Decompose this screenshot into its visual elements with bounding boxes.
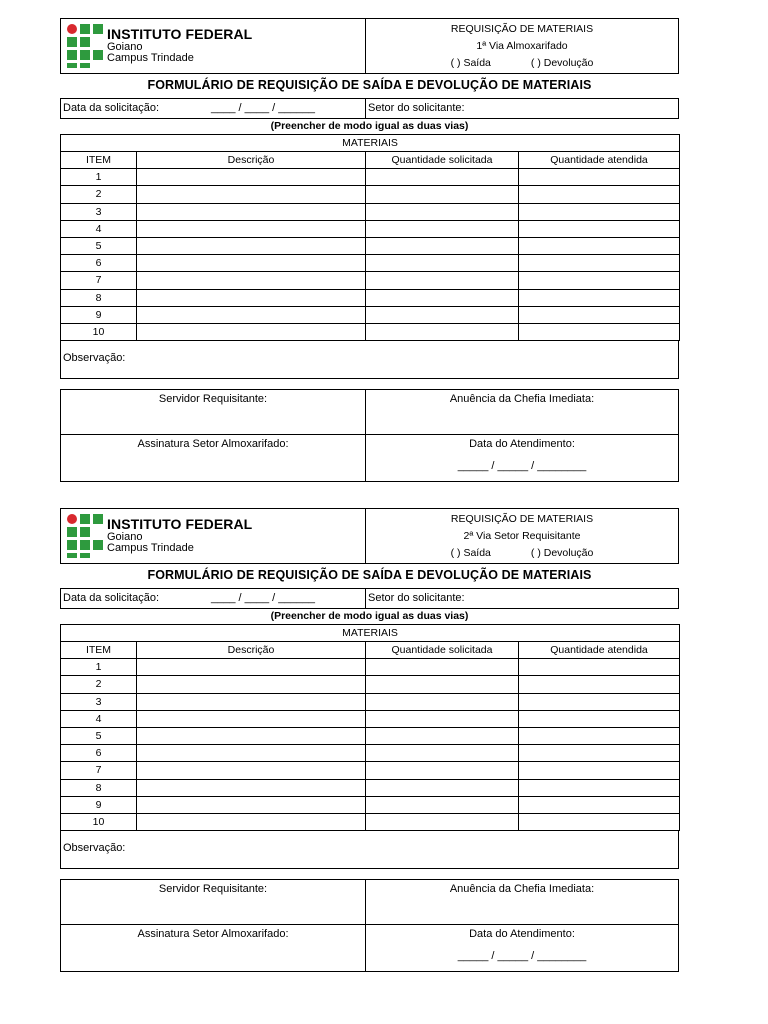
requested-qty-cell[interactable] <box>366 659 519 676</box>
item-number: 2 <box>61 676 137 693</box>
requested-qty-cell[interactable] <box>366 745 519 762</box>
served-qty-cell[interactable] <box>519 659 680 676</box>
description-cell[interactable] <box>137 762 366 779</box>
table-row <box>61 676 680 693</box>
served-qty-cell[interactable] <box>519 693 680 710</box>
service-date-label: Data do Atendimento: <box>469 928 575 941</box>
requisition-via: 1ª Via Almoxarifado <box>476 40 568 52</box>
served-qty-cell[interactable] <box>519 796 680 813</box>
served-qty-cell[interactable] <box>519 727 680 744</box>
request-date-field[interactable] <box>61 589 366 608</box>
item-number: 8 <box>61 779 137 796</box>
signature-box <box>60 879 679 972</box>
table-row <box>61 255 680 272</box>
request-date-blank: ____ / ____ / ______ <box>211 592 315 604</box>
materials-table <box>60 624 680 831</box>
service-date-field[interactable] <box>366 925 678 971</box>
served-qty-cell[interactable] <box>519 813 680 830</box>
request-info-row <box>60 588 679 609</box>
form-title: FORMULÁRIO DE REQUISIÇÃO DE SAÍDA E DEVOLUÇÃO DE MATERIAIS <box>147 78 592 92</box>
institution-logo-icon <box>67 514 103 558</box>
description-cell[interactable] <box>137 289 366 306</box>
warehouse-signature-field[interactable] <box>61 925 366 971</box>
requested-qty-cell[interactable] <box>366 306 519 323</box>
description-cell[interactable] <box>137 779 366 796</box>
institution-name: INSTITUTO FEDERAL <box>107 516 253 532</box>
requested-qty-cell[interactable] <box>366 710 519 727</box>
requisition-form-2 <box>60 508 679 972</box>
approval-label: Anuência da Chefia Imediata: <box>449 883 595 896</box>
requester-sector-field[interactable] <box>366 99 678 118</box>
item-number: 1 <box>61 659 137 676</box>
institution-sub2: Campus Trindade <box>107 542 194 555</box>
requester-signature-field[interactable] <box>61 880 366 924</box>
requested-qty-cell[interactable] <box>366 796 519 813</box>
column-header-item: ITEM <box>61 152 137 169</box>
service-date-field[interactable] <box>366 435 678 481</box>
table-row <box>61 693 680 710</box>
institution-name: INSTITUTO FEDERAL <box>107 26 253 42</box>
institution-logo-cell <box>61 509 366 563</box>
requested-qty-cell[interactable] <box>366 727 519 744</box>
served-qty-cell[interactable] <box>519 779 680 796</box>
table-row <box>61 796 680 813</box>
item-number: 3 <box>61 203 137 220</box>
fill-note: (Preencher de modo igual as duas vias) <box>270 610 469 622</box>
institution-sub1: Goiano <box>107 530 143 543</box>
table-row <box>61 203 680 220</box>
observation-label: Observação: <box>63 352 126 365</box>
item-number: 1 <box>61 169 137 186</box>
requested-qty-cell[interactable] <box>366 220 519 237</box>
served-qty-cell[interactable] <box>519 255 680 272</box>
description-cell[interactable] <box>137 255 366 272</box>
saida-checkbox[interactable]: ( ) Saída <box>450 547 491 559</box>
institution-logo-cell <box>61 19 366 73</box>
requisition-via: 2ª Via Setor Requisitante <box>463 530 581 542</box>
served-qty-cell[interactable] <box>519 710 680 727</box>
table-row <box>61 289 680 306</box>
served-qty-cell[interactable] <box>519 237 680 254</box>
approval-signature-field[interactable] <box>366 880 678 924</box>
served-qty-cell[interactable] <box>519 762 680 779</box>
served-qty-cell[interactable] <box>519 323 680 340</box>
item-number: 9 <box>61 306 137 323</box>
requisition-title: REQUISIÇÃO DE MATERIAIS <box>450 513 594 525</box>
signature-box <box>60 389 679 482</box>
served-qty-cell[interactable] <box>519 306 680 323</box>
requested-qty-cell[interactable] <box>366 676 519 693</box>
served-qty-cell[interactable] <box>519 220 680 237</box>
served-qty-cell[interactable] <box>519 272 680 289</box>
table-row <box>61 323 680 340</box>
requested-qty-cell[interactable] <box>366 272 519 289</box>
observation-label: Observação: <box>63 842 126 855</box>
requested-qty-cell[interactable] <box>366 186 519 203</box>
requested-qty-cell[interactable] <box>366 762 519 779</box>
item-number: 2 <box>61 186 137 203</box>
description-cell[interactable] <box>137 237 366 254</box>
item-number: 7 <box>61 272 137 289</box>
warehouse-label: Assinatura Setor Almoxarifado: <box>137 928 289 941</box>
table-row <box>61 813 680 830</box>
requester-sector-label: Setor do solicitante: <box>368 102 465 114</box>
institution-sub2: Campus Trindade <box>107 52 194 65</box>
item-number: 3 <box>61 693 137 710</box>
requester-label: Servidor Requisitante: <box>158 393 268 406</box>
service-date-blank: _____ / _____ / ________ <box>457 950 587 963</box>
column-header-requested-qty: Quantidade solicitada <box>366 152 519 169</box>
table-row <box>61 779 680 796</box>
request-date-label: Data da solicitação: <box>63 102 159 114</box>
column-header-item: ITEM <box>61 642 137 659</box>
requested-qty-cell[interactable] <box>366 289 519 306</box>
requester-sector-field[interactable] <box>366 589 678 608</box>
table-row <box>61 745 680 762</box>
table-header-row <box>61 152 680 169</box>
item-number: 10 <box>61 323 137 340</box>
form-title: FORMULÁRIO DE REQUISIÇÃO DE SAÍDA E DEVOLUÇÃO DE MATERIAIS <box>147 568 592 582</box>
request-date-blank: ____ / ____ / ______ <box>211 102 315 114</box>
requested-qty-cell[interactable] <box>366 255 519 272</box>
description-cell[interactable] <box>137 693 366 710</box>
requested-qty-cell[interactable] <box>366 169 519 186</box>
form-header <box>60 508 679 564</box>
devolucao-checkbox[interactable]: ( ) Devolução <box>530 547 594 559</box>
column-header-description: Descrição <box>137 152 366 169</box>
item-number: 4 <box>61 710 137 727</box>
description-cell[interactable] <box>137 676 366 693</box>
served-qty-cell[interactable] <box>519 203 680 220</box>
materials-table <box>60 134 680 341</box>
requested-qty-cell[interactable] <box>366 237 519 254</box>
table-header-row <box>61 642 680 659</box>
request-info-row <box>60 98 679 119</box>
requisition-info <box>366 509 678 563</box>
request-date-field[interactable] <box>61 99 366 118</box>
table-row <box>61 186 680 203</box>
observation-field[interactable] <box>60 831 679 869</box>
saida-checkbox[interactable]: ( ) Saída <box>450 57 491 69</box>
fill-note: (Preencher de modo igual as duas vias) <box>270 120 469 132</box>
materials-header: MATERIAIS <box>61 625 680 642</box>
table-row <box>61 727 680 744</box>
service-date-label: Data do Atendimento: <box>469 438 575 451</box>
description-cell[interactable] <box>137 813 366 830</box>
description-cell[interactable] <box>137 306 366 323</box>
item-number: 8 <box>61 289 137 306</box>
description-cell[interactable] <box>137 272 366 289</box>
description-cell[interactable] <box>137 727 366 744</box>
approval-signature-field[interactable] <box>366 390 678 434</box>
service-date-blank: _____ / _____ / ________ <box>457 460 587 473</box>
materials-header: MATERIAIS <box>61 135 680 152</box>
table-row <box>61 220 680 237</box>
warehouse-signature-field[interactable] <box>61 435 366 481</box>
served-qty-cell[interactable] <box>519 186 680 203</box>
item-number: 7 <box>61 762 137 779</box>
description-cell[interactable] <box>137 659 366 676</box>
requisition-form-1 <box>60 18 679 482</box>
item-number: 6 <box>61 745 137 762</box>
requested-qty-cell[interactable] <box>366 693 519 710</box>
item-number: 9 <box>61 796 137 813</box>
devolucao-checkbox[interactable]: ( ) Devolução <box>530 57 594 69</box>
requested-qty-cell[interactable] <box>366 203 519 220</box>
description-cell[interactable] <box>137 220 366 237</box>
requested-qty-cell[interactable] <box>366 779 519 796</box>
table-row <box>61 306 680 323</box>
description-cell[interactable] <box>137 203 366 220</box>
table-row <box>61 169 680 186</box>
served-qty-cell[interactable] <box>519 676 680 693</box>
description-cell[interactable] <box>137 323 366 340</box>
item-number: 5 <box>61 237 137 254</box>
institution-logo-icon <box>67 24 103 68</box>
requisition-title: REQUISIÇÃO DE MATERIAIS <box>450 23 594 35</box>
warehouse-label: Assinatura Setor Almoxarifado: <box>137 438 289 451</box>
requested-qty-cell[interactable] <box>366 323 519 340</box>
served-qty-cell[interactable] <box>519 289 680 306</box>
table-row <box>61 237 680 254</box>
table-row <box>61 710 680 727</box>
item-number: 6 <box>61 255 137 272</box>
institution-sub1: Goiano <box>107 40 143 53</box>
description-cell[interactable] <box>137 796 366 813</box>
column-header-requested-qty: Quantidade solicitada <box>366 642 519 659</box>
item-number: 4 <box>61 220 137 237</box>
requester-signature-field[interactable] <box>61 390 366 434</box>
requisition-info <box>366 19 678 73</box>
observation-field[interactable] <box>60 341 679 379</box>
description-cell[interactable] <box>137 710 366 727</box>
served-qty-cell[interactable] <box>519 169 680 186</box>
description-cell[interactable] <box>137 169 366 186</box>
requester-label: Servidor Requisitante: <box>158 883 268 896</box>
requester-sector-label: Setor do solicitante: <box>368 592 465 604</box>
table-row <box>61 659 680 676</box>
served-qty-cell[interactable] <box>519 745 680 762</box>
requested-qty-cell[interactable] <box>366 813 519 830</box>
column-header-served-qty: Quantidade atendida <box>519 152 680 169</box>
request-date-label: Data da solicitação: <box>63 592 159 604</box>
item-number: 5 <box>61 727 137 744</box>
description-cell[interactable] <box>137 745 366 762</box>
description-cell[interactable] <box>137 186 366 203</box>
table-row <box>61 272 680 289</box>
item-number: 10 <box>61 813 137 830</box>
column-header-served-qty: Quantidade atendida <box>519 642 680 659</box>
form-header <box>60 18 679 74</box>
table-row <box>61 762 680 779</box>
column-header-description: Descrição <box>137 642 366 659</box>
approval-label: Anuência da Chefia Imediata: <box>449 393 595 406</box>
